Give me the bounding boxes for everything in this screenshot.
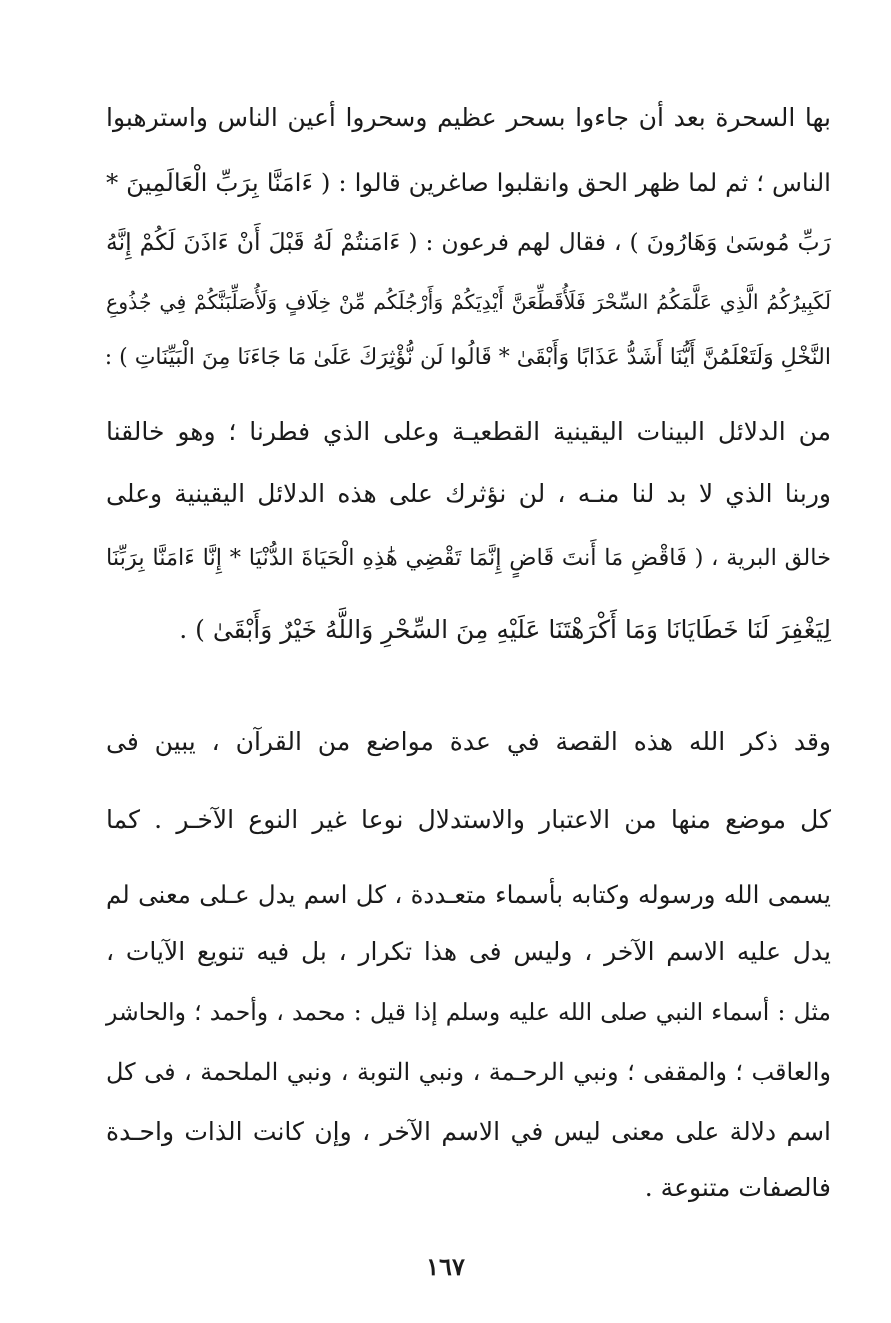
text-line: خالق البرية ، ( فَاقْضِ مَا أَنتَ قَاضٍ إِنَّمَا تَقْضِي هَٰذِهِ الْحَيَاةَ الدُّنْيَا * إِنَّا ءَامَنَّا بِرَبِّنَا [106, 545, 831, 571]
text-line: فالصفات متنوعة . [644, 1173, 831, 1202]
text-line: الناس ؛ ثم لما ظهر الحق وانقلبوا صاغرين قالوا : ( ءَامَنَّا بِرَبِّ الْعَالَمِينَ * [106, 168, 831, 197]
text-line: النَّخْلِ وَلَتَعْلَمُنَّ أَيُّنَا أَشَدُّ عَذَابًا وَأَبْقَىٰ * قَالُوا لَن نُّؤْثِرَكَ عَلَىٰ مَا جَاءَنَا مِنَ الْبَيِّنَاتِ ) : [104, 345, 831, 370]
text-line: يسمى الله ورسوله وكتابه بأسماء متعـددة ، كل اسم يدل عـلى معنى لم [106, 880, 831, 909]
page-number: ١٦٧ [426, 1252, 465, 1281]
text-line: وقد ذكر الله هذه القصة في عدة مواضع من القرآن ، يبين فى [106, 727, 831, 756]
text-line: اسم دلالة على معنى ليس في الاسم الآخر ، وإن كانت الذات واحـدة [106, 1117, 831, 1146]
text-line: والعاقب ؛ والمقفى ؛ ونبي الرحـمة ، ونبي التوبة ، ونبي الملحمة ، فى كل [106, 1058, 831, 1086]
text-line: مثل : أسماء النبي صلى الله عليه وسلم إذا قيل : محمد ، وأحمد ؛ والحاشر [106, 998, 831, 1026]
text-line: من الدلائل البينات اليقينية القطعيـة وعلى الذي فطرنا ؛ وهو خالقنا [106, 417, 831, 446]
text-line: لِيَغْفِرَ لَنَا خَطَايَانَا وَمَا أَكْرَهْتَنَا عَلَيْهِ مِنَ السِّحْرِ وَاللَّهُ خَيْرٌ وَأَبْقَىٰ ) . [179, 615, 831, 644]
text-line: يدل عليه الاسم الآخر ، وليس فى هذا تكرار ، بل فيه تنويع الآيات ، [106, 937, 831, 966]
text-line: بها السحرة بعد أن جاءوا بسحر عظيم وسحروا أعين الناس واسترهبوا [106, 103, 831, 132]
text-line: رَبِّ مُوسَىٰ وَهَارُونَ ) ، فقال لهم فرعون : ( ءَامَنتُمْ لَهُ قَبْلَ أَنْ ءَاذَنَ لَكُمْ إِنَّهُ [106, 228, 831, 256]
text-line: لَكَبِيرُكُمُ الَّذِي عَلَّمَكُمُ السِّحْرَ فَلَأُقَطِّعَنَّ أَيْدِيَكُمْ وَأَرْجُلَكُم مِّنْ خِلَافٍ وَلَأُصَلِّبَنَّكُمْ فِي جُذُوعِ [106, 290, 831, 314]
text-line: وربنا الذي لا بد لنا منـه ، لن نؤثرك على هذه الدلائل اليقينية وعلى [106, 479, 831, 508]
text-line: كل موضع منها من الاعتبار والاستدلال نوعا غير النوع الآخـر . كما [106, 805, 831, 834]
